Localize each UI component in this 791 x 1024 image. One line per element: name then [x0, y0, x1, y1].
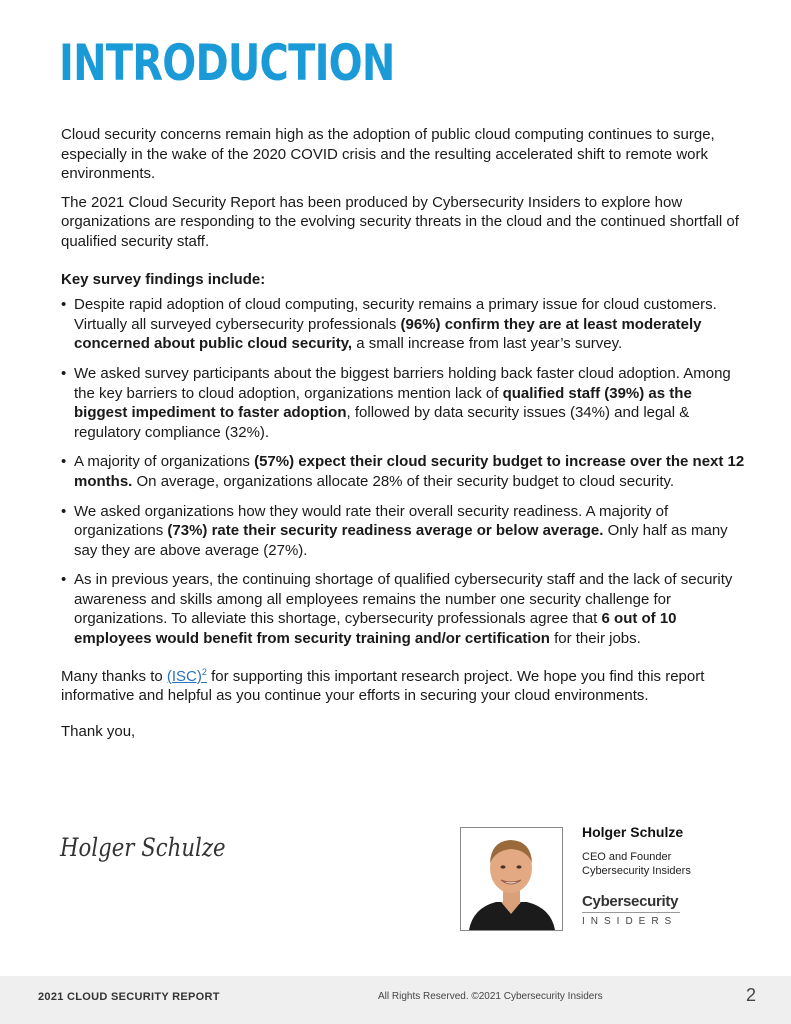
footer-copyright: All Rights Reserved. ©2021 Cybersecurity Insiders [378, 991, 603, 1002]
page-title: INTRODUCTION [59, 34, 395, 92]
isc2-link-text: (ISC) [166, 667, 202, 685]
page-number: 2 [746, 985, 757, 1005]
finding-highlight: qualified staff (39%) as the biggest impediment to faster adoption [74, 384, 692, 422]
finding-text: We asked survey participants about the biggest barriers holding back faster cloud adoption. Among the key barriers to cloud adoption, organizations mention lack of [74, 364, 731, 402]
closing-paragraph [61, 663, 746, 706]
finding-item [61, 364, 746, 442]
finding-text: On average, organizations allocate 28% of their security budget to cloud security. [132, 472, 675, 490]
closing-text: for supporting this important research project. We hope you find this report informative and helpful as you continue your efforts in securing your cloud environments. [61, 667, 705, 705]
logo-wordmark: Cybersecurity [582, 893, 679, 910]
finding-text: , followed by data security issues (34%) and legal & regulatory compliance (32%). [74, 404, 690, 441]
finding-text: Despite rapid adoption of cloud computing, security remains a primary issue for cloud customers. Virtually all surveyed cybersecurity professionals [74, 296, 717, 333]
finding-text: for their jobs. [549, 630, 641, 648]
finding-highlight: 6 out of 10 employees would benefit from security training and/or certification [74, 610, 677, 648]
finding-highlight: (57%) expect their cloud security budget to increase over the next 12 months. [74, 453, 745, 490]
logo-divider [582, 912, 680, 913]
intro-paragraph: The 2021 Cloud Security Report has been produced by Cybersecurity Insiders to explore how organizations are responding to the evolving security threats in the cloud and the continued shortfall of qualified security staff. [61, 193, 739, 250]
portrait-icon [461, 828, 562, 930]
finding-text: We asked organizations how they would rate their overall security readiness. A majority of organizations [74, 502, 669, 540]
author-company: Cybersecurity Insiders [582, 865, 691, 877]
findings-list [61, 295, 746, 649]
footer [0, 976, 791, 1024]
finding-text: a small increase from last year’s survey. [352, 335, 623, 353]
finding-highlight: (73%) rate their security readiness average or below average. [167, 522, 604, 540]
finding-item [61, 502, 746, 561]
finding-text: As in previous years, the continuing shortage of qualified cybersecurity staff and the lack of security awareness and skills among all employees remains the number one security challenge for organizations. To alleviate this shortage, cybersecurity professionals agree that [74, 571, 733, 628]
author-block [582, 824, 691, 878]
finding-text: Only half as many say they are above average (27%). [74, 522, 728, 559]
author-photo [460, 827, 563, 931]
author-name: Holger Schulze [582, 824, 684, 840]
author-role: CEO and Founder [582, 851, 672, 863]
main-content [61, 125, 746, 750]
finding-item [61, 295, 746, 354]
finding-item [61, 570, 746, 648]
finding-item [61, 452, 746, 491]
signature: Holger Schulze [60, 833, 226, 862]
isc2-link-superscript: 2 [201, 666, 207, 677]
findings-heading: Key survey findings include: [61, 270, 266, 288]
intro-paragraph: Cloud security concerns remain high as the adoption of public cloud computing continues to surge, especially in the wake of the 2020 COVID crisis and the resulting accelerated shift to remote work environments. [61, 126, 715, 183]
footer-report-title: 2021 CLOUD SECURITY REPORT [38, 991, 220, 1003]
cybersecurity-insiders-logo [582, 893, 680, 927]
isc2-link[interactable] [167, 668, 207, 685]
thanks-line: Thank you, [61, 722, 136, 740]
logo-subtitle: INSIDERS [582, 916, 678, 927]
finding-text: A majority of organizations [74, 453, 255, 471]
finding-highlight: (96%) confirm they are at least moderately concerned about public cloud security, [74, 315, 702, 353]
closing-text: Many thanks to [61, 667, 167, 685]
